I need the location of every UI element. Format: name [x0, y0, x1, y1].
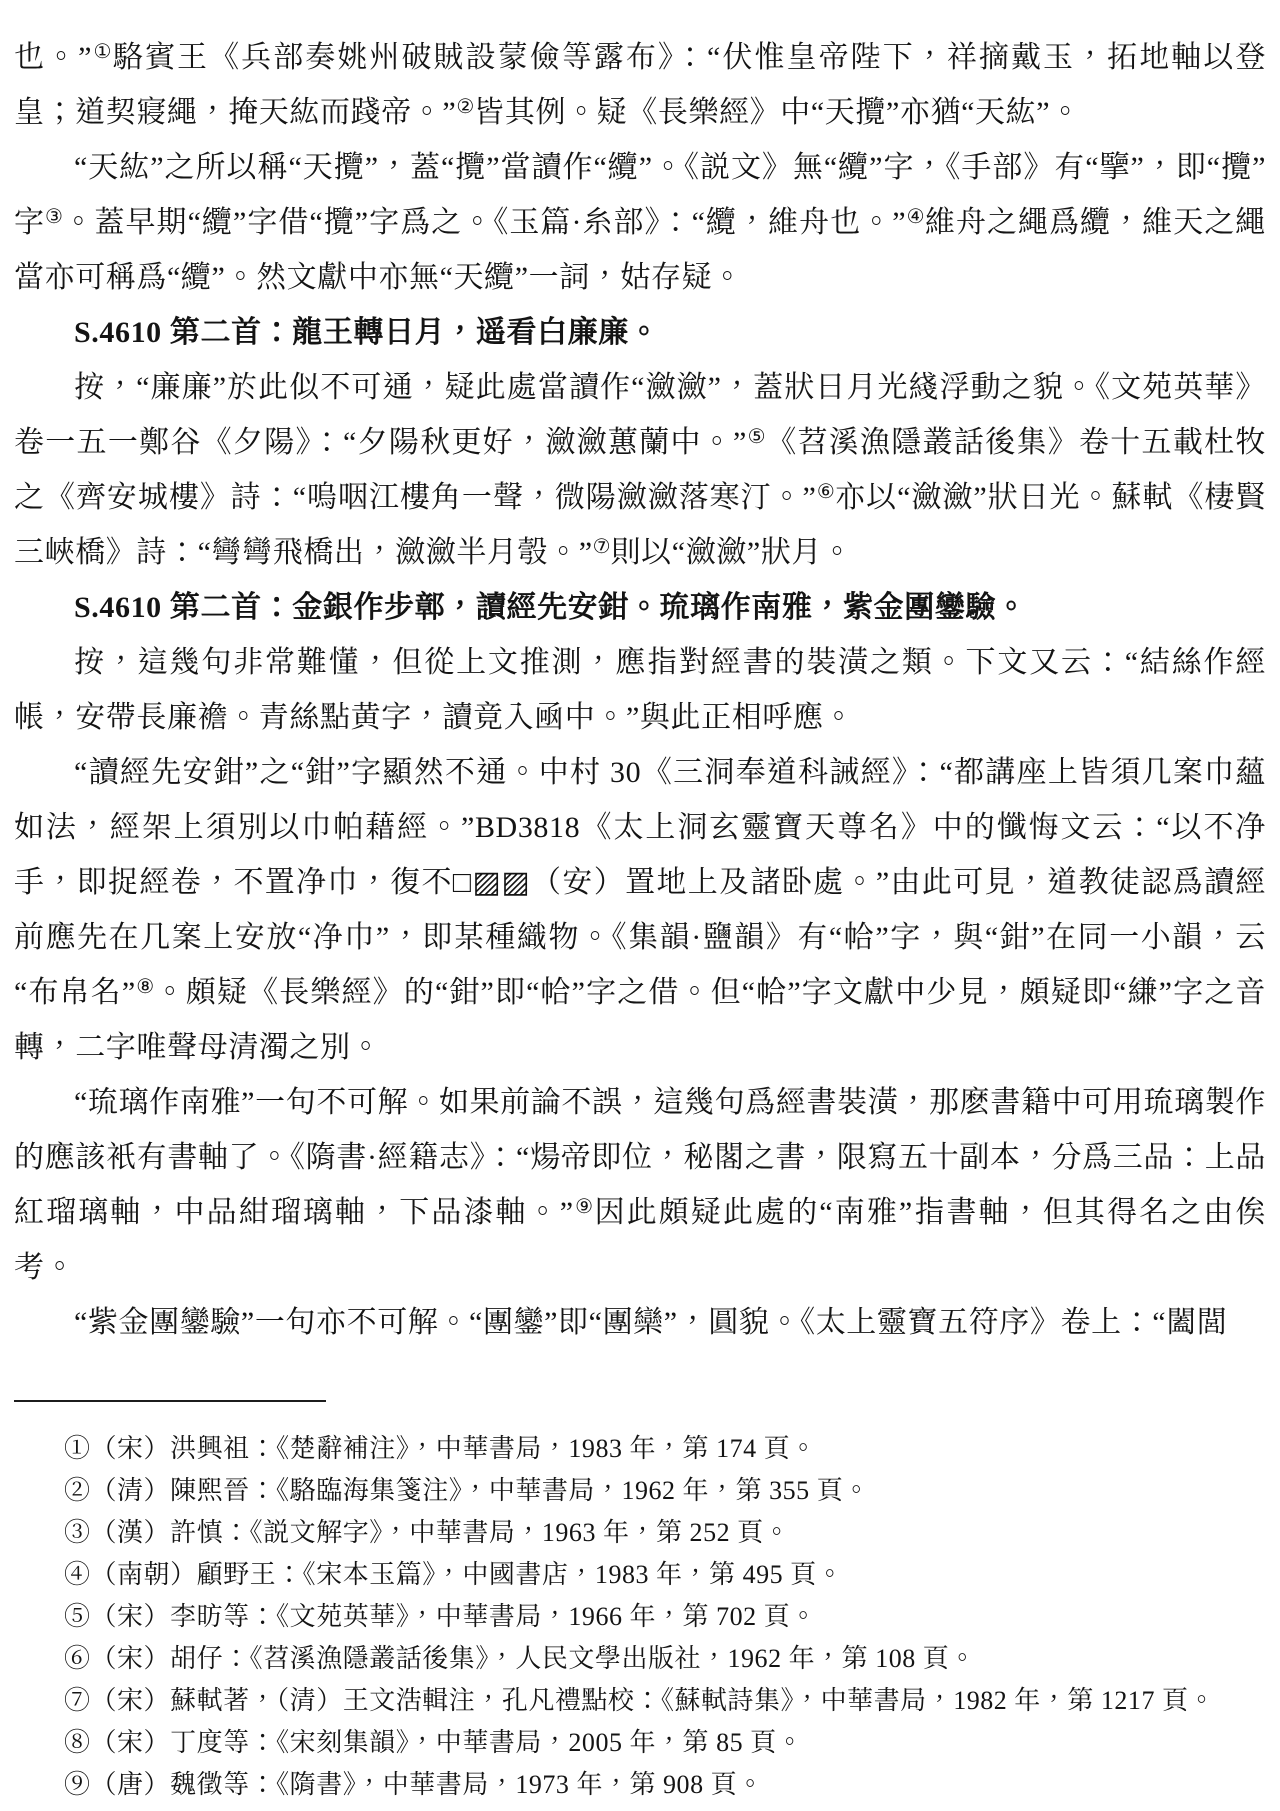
body-paragraph	[14, 1075, 1266, 1295]
text-run: 。頗疑《長樂經》的“鉗”即“帢”字之借。但“帢”字文獻中少見，頗疑即“縑”字之音轉，二字唯聲母清濁之別。	[14, 976, 1266, 1064]
text-run: 亦以“瀲瀲”狀日光。蘇軾《棲賢三峽橋》詩：“彎彎飛橋出，瀲瀲半月彀。”	[14, 481, 1266, 569]
footnote-separator	[14, 1400, 326, 1402]
text-run: 則以“瀲瀲”狀月。	[610, 536, 853, 569]
text-run: “天紘”之所以稱“天攬”，蓋“攬”當讀作“纜”。《説文》無“纜”字，《手部》有“擥”，即“攬”字	[14, 151, 1266, 239]
text-run: 《苕溪漁隱叢話後集》卷十五載杜牧之《齊安城樓》詩：“嗚咽江樓角一聲，微陽瀲瀲落寒汀。”	[14, 426, 1266, 514]
footnote-item: ④（南朝）顧野王：《宋本玉篇》，中國書店，1983 年，第 495 頁。	[64, 1560, 844, 1589]
body-paragraph	[14, 360, 1266, 580]
text-run: S.4610 第二首：金銀作步鄣，讀經先安鉗。琉璃作南雅，紫金團鑾驗。	[74, 591, 1027, 624]
footnote-item: ⑨（唐）魏徵等：《隋書》，中華書局，1973 年，第 908 頁。	[64, 1770, 764, 1799]
text-run: 因此頗疑此處的“南雅”指書軸，但其得名之由俟考。	[14, 1196, 1266, 1284]
text-run: “琉璃作南雅”一句不可解。如果前論不誤，這幾句爲經書裝潢，那麽書籍中可用琉璃製作的應該衹有書軸了。《隋書·經籍志》：“煬帝即位，秘閣之書，限寫五十副本，分爲三品：上品紅瑠璃軸，中品紺瑠璃軸，下品漆軸。”	[14, 1086, 1266, 1229]
footnote-ref: ⑦	[592, 536, 611, 558]
body-paragraph	[14, 30, 1266, 140]
footnote-ref: ⑧	[135, 976, 155, 998]
body-paragraph	[14, 1295, 1266, 1350]
footnote-ref: ④	[906, 206, 925, 228]
text-run: 。蓋早期“纜”字借“攬”字爲之。《玉篇·糸部》：“纜，維舟也。”	[63, 206, 907, 239]
footnote-area	[14, 1400, 1266, 1806]
footnote-item: ⑧（宋）丁度等：《宋刻集韻》，中華書局，2005 年，第 85 頁。	[64, 1728, 804, 1757]
section-heading	[14, 580, 1266, 635]
text-run: “紫金團鑾驗”一句亦不可解。“團鑾”即“團欒”，圓貌。《太上靈寶五符序》卷上：“闔閭	[74, 1306, 1228, 1339]
footnote-ref: ⑨	[573, 1196, 595, 1218]
footnote-ref: ③	[45, 206, 64, 228]
footnotes-section	[14, 1428, 1266, 1806]
text-run: “讀經先安鉗”之“鉗”字顯然不通。中村 30《三洞奉道科誡經》：“都講座上皆須几案巾蘊如法，經架上須別以巾帕藉經。”BD3818《太上洞玄靈寶天尊名》中的懺悔文云：“以不净手，即捉經卷，不置净巾，復不□▨▨（安）置地上及諸卧處。”由此可見，道教徒認爲讀經前應先在几案上安放“净巾”，即某種織物。《集韻·鹽韻》有“帢”字，與“鉗”在同一小韻，云“布帛名”	[14, 756, 1266, 1009]
body-paragraph	[14, 635, 1266, 745]
text-run: 駱賓王《兵部奏姚州破賊設蒙儉等露布》：“伏惟皇帝陛下，祥摘戴玉，拓地軸以登皇；道契寢繩，掩天紘而踐帝。”	[14, 41, 1266, 129]
text-run: 皆其例。疑《長樂經》中“天攬”亦猶“天紘”。	[474, 96, 1081, 129]
document-body	[14, 30, 1266, 1350]
body-paragraph	[14, 745, 1266, 1075]
footnote-item: ③（漢）許慎：《説文解字》，中華書局，1963 年，第 252 頁。	[64, 1518, 791, 1547]
text-run: S.4610 第二首：龍王轉日月，遥看白廉廉。	[74, 316, 660, 349]
section-heading	[14, 305, 1266, 360]
footnote-item: ⑥（宋）胡仔：《苕溪漁隱叢話後集》，人民文學出版社，1962 年，第 108 頁。	[64, 1644, 976, 1673]
body-paragraph	[14, 140, 1266, 305]
text-run: 按，“廉廉”於此似不可通，疑此處當讀作“瀲瀲”，蓋狀日月光綫浮動之貌。《文苑英華》卷一五一鄭谷《夕陽》：“夕陽秋更好，瀲瀲蕙蘭中。”	[14, 371, 1266, 459]
footnote-item: ①（宋）洪興祖：《楚辭補注》，中華書局，1983 年，第 174 頁。	[64, 1434, 817, 1463]
text-run: 按，這幾句非常難懂，但從上文推測，應指對經書的裝潢之類。下文又云：“結絲作經帳，安帶長廉襜。青絲點黄字，讀竟入凾中。”與此正相呼應。	[14, 646, 1266, 734]
footnote-ref: ⑥	[816, 481, 836, 503]
footnote-ref: ①	[92, 41, 113, 63]
footnote-item: ⑦（宋）蘇軾著，（清）王文浩輯注，孔凡禮點校：《蘇軾詩集》，中華書局，1982 年，第 1217 頁。	[64, 1686, 1216, 1715]
footnote-ref: ⑤	[746, 426, 767, 448]
footnote-item: ⑤（宋）李昉等：《文苑英華》，中華書局，1966 年，第 702 頁。	[64, 1602, 817, 1631]
footnote-ref: ②	[456, 96, 475, 118]
footnote-item: ②（清）陳熙晉：《駱臨海集箋注》，中華書局，1962 年，第 355 頁。	[64, 1476, 870, 1505]
text-run: 也。”	[14, 41, 93, 74]
text-run: 維舟之繩爲纜，維天之繩當亦可稱爲“纜”。然文獻中亦無“天纜”一詞，姑存疑。	[14, 206, 1266, 294]
